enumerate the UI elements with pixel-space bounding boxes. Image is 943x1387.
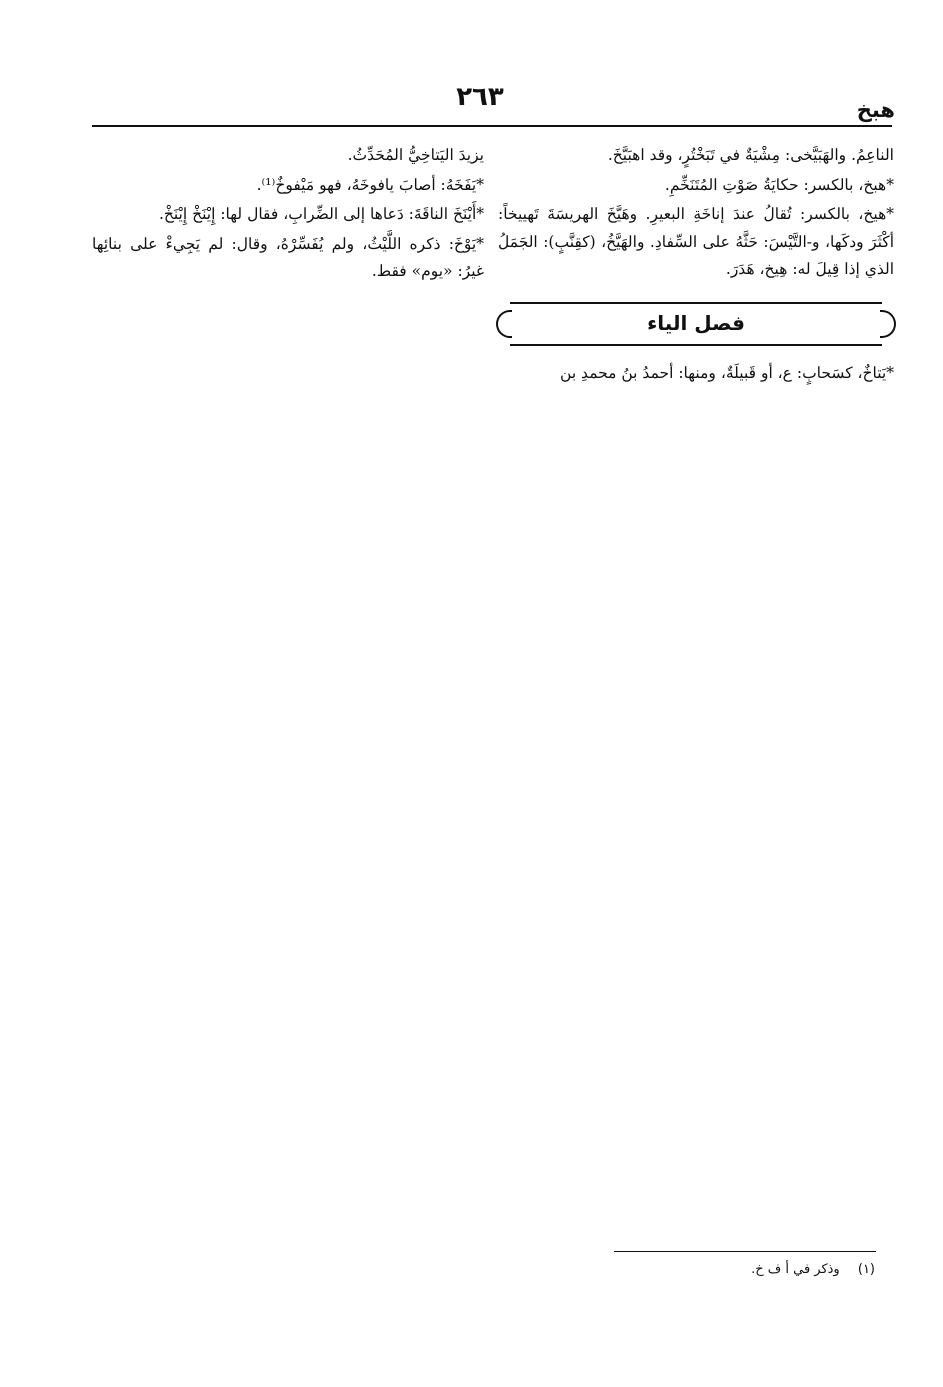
- left-column: [92, 142, 484, 288]
- entry-paragraph: *يَتاخٌ، كسَحابٍ: ع، أو قَبيلَةٌ، ومنها: أحمدُ بنُ محمدِ بن: [560, 363, 894, 382]
- footnote-number: (١): [857, 1262, 875, 1277]
- section-header-frame: [510, 302, 882, 346]
- footnote-rule: [614, 1251, 876, 1252]
- section-title: فصل الياء: [647, 310, 745, 335]
- header-rule: [92, 125, 892, 127]
- entry-paragraph: *يَفَخَهُ: أصابَ يافوخَهُ، فهو مَيْفوخٌ⁽¹⁾.: [256, 175, 484, 194]
- page-number: ٢٦٣: [456, 82, 504, 112]
- footnote-text: وذكر في أ ف خ.: [751, 1262, 840, 1277]
- entry-paragraph: *هبخ، بالكسر: حكايَةُ صَوْتِ المُتَنَخِّمِ.: [664, 175, 894, 194]
- entry-paragraph: *أَيْنَخَ الناقَةَ: دَعاها إلى الضِّرابِ، فقال لها: إِيْنَخْ إِيْنَخْ.: [158, 205, 484, 223]
- footnote: [751, 1262, 875, 1277]
- entry-paragraph: *هيخ، بالكسر: تُقالُ عندَ إناخَةِ البعيرِ. وهَيَّخَ الهريسَةَ تَهييخاً: أكْثَرَ ودكَها، و-التَّيْسَ: حَثَّهُ على السِّفادِ. والهَيَّخُ، (كقِنَّبٍ): الجَمَلُ الذي إذا قِيلَ له: هِيخ، هَدَرَ.: [498, 205, 894, 278]
- right-column: [498, 142, 894, 389]
- running-head: هبخ: [856, 98, 895, 122]
- entry-paragraph: يزيدَ اليَتاخِيُّ المُحَدِّثُ.: [347, 146, 484, 164]
- entry-paragraph: الناعِمُ. والهَبَيَّخى: مِشْيَةٌ في تَبَخْتُرٍ، وقد اهبَيَّخَ.: [607, 146, 894, 164]
- entry-paragraph: *يَوْخَ: ذكره اللَّيْثُ، ولم يُفَسِّرْهُ، وقال: لم يَجِيءْ على بنائِها غيرُ: «يوم» فقط.: [92, 234, 484, 280]
